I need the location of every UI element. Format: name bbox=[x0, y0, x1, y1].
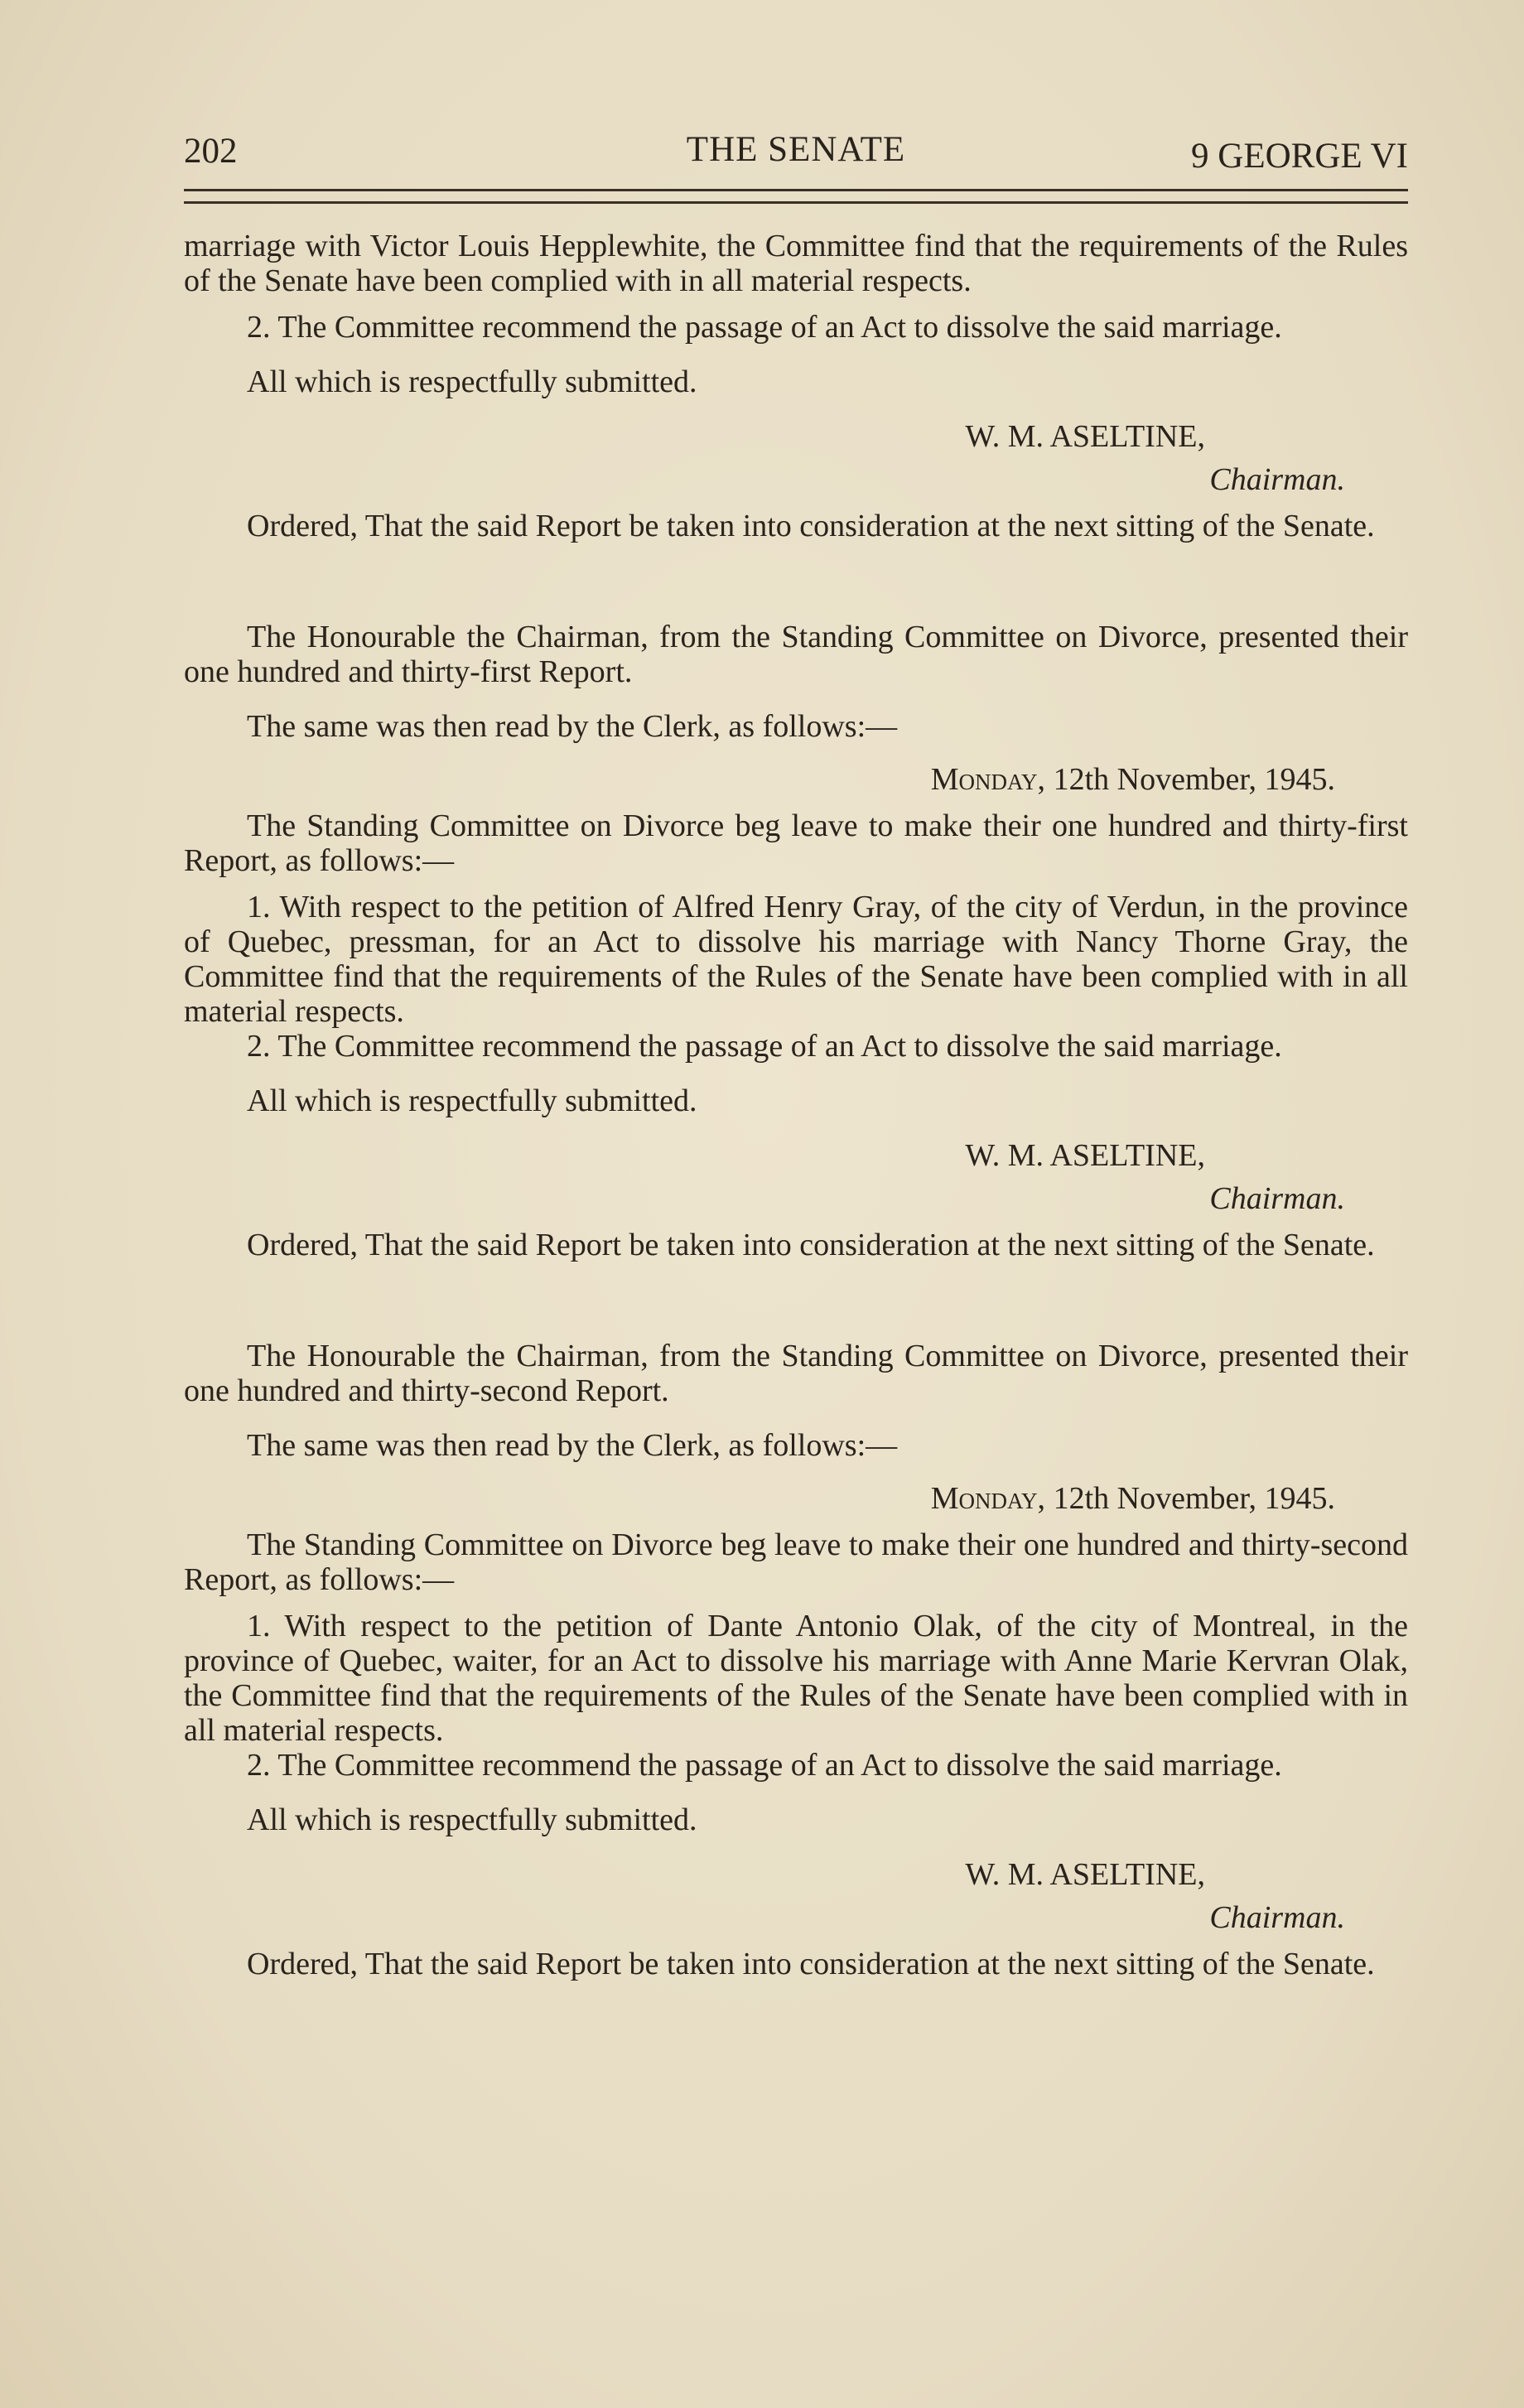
signature-role: Chairman. bbox=[1209, 1900, 1345, 1935]
signature-name: W. M. ASELTINE, bbox=[965, 419, 1205, 454]
report-item-1: 1. With respect to the petition of Alfred Henry Gray, of the city of Verdun, in the province of Quebec, pressman, for an Act to dissolve his marriage with Nancy Thorne Gray, the Committee find that the requirements of the Rules of the Senate have been complied with in all material respects. bbox=[184, 890, 1408, 1029]
order-paragraph: Ordered, That the said Report be taken into consideration at the next sitting of the Senate. bbox=[247, 1228, 1375, 1262]
report-item-2: 2. The Committee recommend the passage of an Act to dissolve the said marriage. bbox=[247, 310, 1282, 345]
signature-role: Chairman. bbox=[1209, 462, 1345, 497]
regnal-year: 9 GEORGE VI bbox=[1191, 137, 1408, 176]
report-date bbox=[184, 762, 1408, 797]
report-item-2: 2. The Committee recommend the passage of an Act to dissolve the said marriage. bbox=[247, 1029, 1282, 1064]
report-continuation: marriage with Victor Louis Hepplewhite, the Committee find that the requirements of the Rules of the Senate have been complied with in all material respects. bbox=[184, 229, 1408, 298]
page-title: THE SENATE bbox=[686, 130, 906, 169]
signature-role: Chairman. bbox=[1209, 1181, 1345, 1216]
date-day: Monday, bbox=[930, 1481, 1046, 1516]
report-intro: The Honourable the Chairman, from the Standing Committee on Divorce, presented their one hundred and thirty-first Report. bbox=[184, 620, 1408, 689]
date-rest: 12th November, 1945. bbox=[1053, 762, 1335, 797]
report-date bbox=[184, 1481, 1408, 1516]
date-rest: 12th November, 1945. bbox=[1053, 1481, 1335, 1516]
date-day: Monday, bbox=[930, 762, 1046, 797]
submitted-line: All which is respectfully submitted. bbox=[247, 1802, 697, 1837]
running-header bbox=[184, 124, 1408, 182]
report-item-1: 1. With respect to the petition of Dante Antonio Olak, of the city of Montreal, in the province of Quebec, waiter, for an Act to dissolve his marriage with Anne Marie Kervran Olak, the Committee find that the requirements of the Rules of the Senate have been complied with in all material respects. bbox=[184, 1609, 1408, 1748]
signature-name: W. M. ASELTINE, bbox=[965, 1138, 1205, 1173]
page-number: 202 bbox=[184, 132, 238, 171]
submitted-line: All which is respectfully submitted. bbox=[247, 364, 697, 399]
report-intro: The Honourable the Chairman, from the Standing Committee on Divorce, presented their one hundred and thirty-second Report. bbox=[184, 1339, 1408, 1408]
order-paragraph: Ordered, That the said Report be taken into consideration at the next sitting of the Senate. bbox=[247, 509, 1375, 543]
beg-leave-paragraph: The Standing Committee on Divorce beg leave to make their one hundred and thirty-first Report, as follows:— bbox=[184, 808, 1408, 878]
order-paragraph: Ordered, That the said Report be taken into consideration at the next sitting of the Senate. bbox=[247, 1947, 1375, 1981]
read-by-clerk: The same was then read by the Clerk, as follows:— bbox=[247, 1428, 898, 1463]
read-by-clerk: The same was then read by the Clerk, as follows:— bbox=[247, 709, 898, 744]
page-body bbox=[184, 229, 1408, 1981]
report-item-2: 2. The Committee recommend the passage of an Act to dissolve the said marriage. bbox=[247, 1748, 1282, 1783]
submitted-line: All which is respectfully submitted. bbox=[247, 1083, 697, 1118]
beg-leave-paragraph: The Standing Committee on Divorce beg leave to make their one hundred and thirty-second Report, as follows:— bbox=[184, 1527, 1408, 1597]
header-double-rule bbox=[184, 189, 1408, 204]
signature-name: W. M. ASELTINE, bbox=[965, 1857, 1205, 1892]
